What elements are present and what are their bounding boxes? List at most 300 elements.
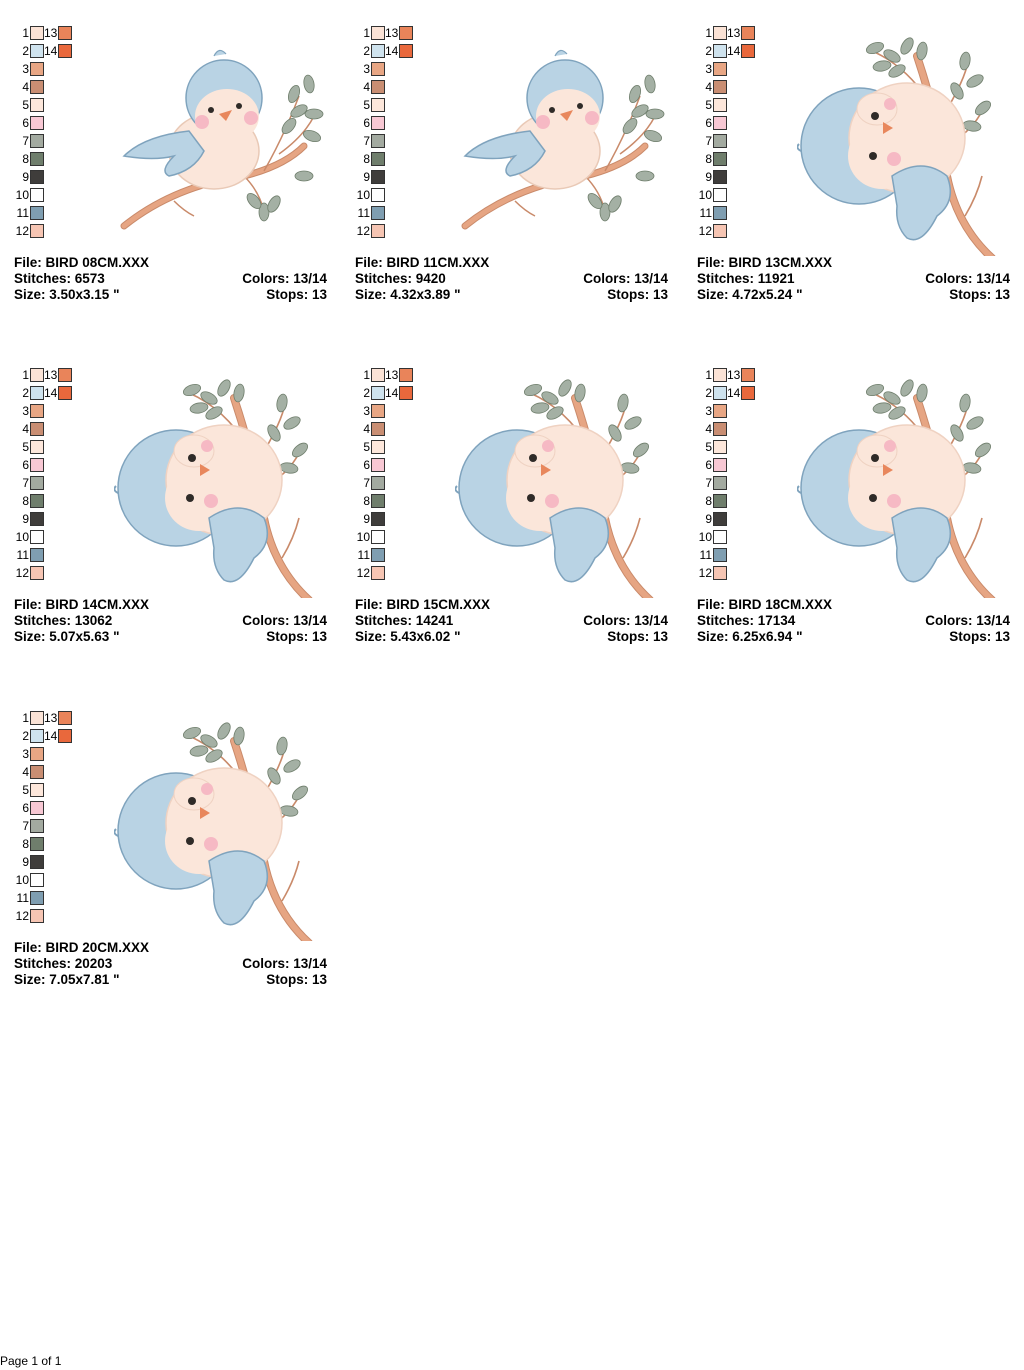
thread-swatch	[30, 62, 44, 76]
thread-swatch	[58, 44, 72, 58]
thread-number: 8	[705, 152, 712, 166]
palette-row	[14, 783, 74, 801]
bird-cheek	[887, 494, 901, 508]
thread-number: 8	[22, 837, 29, 851]
palette-row	[355, 206, 415, 224]
stitch-count: Stitches: 13062	[14, 613, 113, 628]
leaf-shape	[286, 84, 302, 104]
thread-swatch	[713, 458, 727, 472]
thread-number: 1	[363, 368, 370, 382]
thread-number: 11	[357, 206, 370, 220]
thread-swatch	[30, 512, 44, 526]
thread-number: 14	[44, 386, 58, 400]
thread-number: 2	[22, 729, 29, 743]
palette-row	[355, 368, 415, 386]
thread-number: 14	[727, 44, 741, 58]
thread-number: 1	[22, 26, 29, 40]
palette-row	[697, 440, 757, 458]
bird-cheek	[536, 115, 550, 129]
thread-number: 9	[363, 512, 370, 526]
design-info	[355, 255, 668, 303]
thread-swatch	[371, 80, 385, 94]
thread-swatch	[58, 711, 72, 725]
thread-number: 2	[22, 386, 29, 400]
thread-number: 6	[363, 116, 370, 130]
leaf-shape	[627, 84, 643, 104]
thread-swatch	[371, 206, 385, 220]
color-count: Colors: 13/14	[583, 271, 668, 286]
thread-swatch	[371, 476, 385, 490]
thread-number: 11	[16, 548, 29, 562]
design-info	[697, 255, 1010, 303]
thread-number: 12	[698, 566, 712, 580]
thread-swatch	[713, 206, 727, 220]
leaf-shape	[617, 393, 630, 412]
leaf-shape	[631, 440, 651, 459]
thread-number: 5	[22, 783, 29, 797]
palette-row	[697, 206, 757, 224]
thread-swatch	[30, 729, 44, 743]
thread-number: 13	[44, 711, 58, 725]
leaf-shape	[606, 423, 624, 444]
file-name: File: BIRD 18CM.XXX	[697, 597, 833, 612]
thread-number: 4	[22, 80, 29, 94]
thread-number: 6	[22, 801, 29, 815]
thread-swatch	[30, 440, 44, 454]
design-info	[355, 597, 668, 645]
stop-count: Stops: 13	[607, 629, 668, 644]
thread-swatch	[371, 368, 385, 382]
thread-number: 10	[15, 873, 29, 887]
bird-eye	[529, 454, 537, 462]
leaf-shape	[973, 98, 993, 117]
thread-swatch	[30, 116, 44, 130]
bird-group	[797, 83, 965, 240]
bird-cheek	[542, 440, 554, 452]
palette-row	[697, 368, 757, 386]
bird-wing	[892, 508, 950, 582]
leaf-shape	[215, 378, 233, 399]
thread-number: 2	[363, 44, 370, 58]
leaf-shape	[959, 51, 972, 70]
palette-row	[355, 440, 415, 458]
thread-swatch	[30, 188, 44, 202]
design-size: Size: 6.25x6.94 "	[697, 629, 803, 644]
leaf-shape	[948, 423, 966, 444]
leaf-shape	[279, 116, 298, 136]
thread-swatch	[713, 170, 727, 184]
palette-row	[355, 44, 415, 62]
thread-number: 1	[363, 26, 370, 40]
palette-row	[355, 494, 415, 512]
palette-row	[697, 62, 757, 80]
thread-swatch	[30, 152, 44, 166]
design-card	[697, 368, 1011, 668]
leaf-shape	[872, 60, 891, 73]
thread-swatch	[713, 98, 727, 112]
thread-swatch	[371, 98, 385, 112]
palette-row	[14, 152, 74, 170]
bird-cheek	[201, 783, 213, 795]
thread-number: 9	[22, 512, 29, 526]
thread-number: 5	[363, 98, 370, 112]
thread-swatch	[399, 386, 413, 400]
thread-swatch	[58, 26, 72, 40]
palette-row	[355, 170, 415, 188]
stitch-count: Stitches: 14241	[355, 613, 454, 628]
leaf-shape	[182, 725, 202, 741]
bird-embroidery-image	[455, 368, 669, 598]
palette-row	[14, 909, 74, 927]
thread-swatch	[30, 494, 44, 508]
palette-row	[355, 386, 415, 404]
thread-swatch	[30, 476, 44, 490]
bird-eye	[208, 107, 214, 113]
leaf-shape	[282, 414, 303, 432]
thread-swatch	[713, 224, 727, 238]
thread-swatch	[741, 44, 755, 58]
palette-row	[697, 476, 757, 494]
leaf-shape	[623, 414, 644, 432]
palette-row	[14, 530, 74, 548]
thread-swatch	[30, 873, 44, 887]
leaf-shape	[189, 402, 208, 415]
bird-cheek	[884, 98, 896, 110]
thread-number: 5	[22, 440, 29, 454]
thread-number: 13	[385, 368, 399, 382]
thread-swatch	[713, 26, 727, 40]
thread-swatch	[371, 116, 385, 130]
bird-eye	[549, 107, 555, 113]
thread-swatch	[371, 566, 385, 580]
bird-group	[114, 768, 282, 925]
thread-swatch	[399, 44, 413, 58]
stop-count: Stops: 13	[266, 287, 327, 302]
bird-wing	[892, 166, 950, 240]
bird-eye	[577, 103, 583, 109]
thread-swatch	[713, 62, 727, 76]
design-size: Size: 5.43x6.02 "	[355, 629, 461, 644]
thread-number: 10	[698, 530, 712, 544]
leaf-shape	[872, 402, 891, 415]
thread-number: 2	[705, 386, 712, 400]
thread-number: 11	[16, 206, 29, 220]
leaf-shape	[215, 721, 233, 742]
design-info	[14, 940, 327, 988]
design-info	[14, 255, 327, 303]
color-count: Colors: 13/14	[925, 613, 1010, 628]
palette-row	[355, 80, 415, 98]
bird-cheek	[244, 111, 258, 125]
palette-row	[14, 368, 74, 386]
thread-number: 14	[727, 386, 741, 400]
thread-swatch	[58, 729, 72, 743]
leaf-shape	[644, 74, 657, 93]
bird-cheek	[884, 440, 896, 452]
thread-swatch	[30, 855, 44, 869]
thread-swatch	[30, 224, 44, 238]
thread-swatch	[371, 188, 385, 202]
palette-row	[14, 891, 74, 909]
bird-cheek	[585, 111, 599, 125]
thread-swatch	[713, 80, 727, 94]
palette-row	[14, 188, 74, 206]
palette-row	[697, 548, 757, 566]
bird-eye	[871, 454, 879, 462]
palette-row	[355, 188, 415, 206]
thread-swatch	[30, 801, 44, 815]
thread-number: 12	[15, 909, 29, 923]
bird-cheek	[545, 494, 559, 508]
design-size: Size: 4.72x5.24 "	[697, 287, 803, 302]
palette-row	[355, 476, 415, 494]
thread-number: 3	[363, 62, 370, 76]
thread-swatch	[30, 548, 44, 562]
palette-row	[697, 530, 757, 548]
thread-number: 4	[22, 422, 29, 436]
palette-row	[697, 26, 757, 44]
palette-row	[697, 422, 757, 440]
leaf-shape	[965, 72, 986, 90]
palette-row	[14, 458, 74, 476]
leaf-shape	[189, 745, 208, 758]
color-count: Colors: 13/14	[242, 271, 327, 286]
file-name: File: BIRD 14CM.XXX	[14, 597, 150, 612]
thread-number: 6	[705, 116, 712, 130]
thread-number: 1	[705, 368, 712, 382]
thread-number: 9	[705, 512, 712, 526]
thread-number: 7	[705, 134, 712, 148]
leaf-shape	[265, 423, 283, 444]
stop-count: Stops: 13	[607, 287, 668, 302]
design-card	[355, 368, 669, 668]
thread-swatch	[713, 368, 727, 382]
bird-eye	[869, 152, 877, 160]
thread-swatch	[371, 386, 385, 400]
palette-row	[697, 458, 757, 476]
design-card	[14, 711, 328, 1011]
bird-embroidery-image	[797, 26, 1011, 256]
thread-number: 6	[22, 458, 29, 472]
thread-swatch	[371, 44, 385, 58]
thread-number: 10	[698, 188, 712, 202]
thread-swatch	[713, 548, 727, 562]
palette-row	[697, 512, 757, 530]
thread-number: 14	[44, 729, 58, 743]
design-size: Size: 3.50x3.15 "	[14, 287, 120, 302]
thread-number: 10	[356, 188, 370, 202]
thread-number: 8	[22, 152, 29, 166]
thread-swatch	[741, 386, 755, 400]
thread-number: 6	[363, 458, 370, 472]
thread-number: 3	[363, 404, 370, 418]
palette-row	[697, 494, 757, 512]
thread-swatch	[30, 26, 44, 40]
thread-number: 6	[705, 458, 712, 472]
thread-swatch	[58, 386, 72, 400]
thread-number: 13	[385, 26, 399, 40]
thread-number: 13	[44, 368, 58, 382]
bird-group	[797, 425, 965, 582]
thread-number: 13	[727, 368, 741, 382]
thread-swatch	[30, 206, 44, 220]
file-name: File: BIRD 20CM.XXX	[14, 940, 150, 955]
leaf-shape	[898, 36, 916, 57]
thread-number: 5	[705, 98, 712, 112]
leaf-shape	[295, 171, 313, 181]
bird-group	[455, 425, 623, 582]
thread-number: 3	[22, 62, 29, 76]
thread-number: 1	[705, 26, 712, 40]
design-size: Size: 4.32x3.89 "	[355, 287, 461, 302]
thread-number: 2	[705, 44, 712, 58]
leaf-shape	[898, 378, 916, 399]
bird-eye	[527, 494, 535, 502]
thread-number: 10	[356, 530, 370, 544]
thread-swatch	[30, 711, 44, 725]
palette-row	[14, 116, 74, 134]
thread-swatch	[30, 765, 44, 779]
file-name: File: BIRD 15CM.XXX	[355, 597, 491, 612]
thread-swatch	[713, 476, 727, 490]
palette-row	[14, 837, 74, 855]
palette-row	[14, 819, 74, 837]
thread-swatch	[713, 386, 727, 400]
palette-row	[14, 26, 74, 44]
palette-row	[14, 170, 74, 188]
thread-swatch	[371, 170, 385, 184]
palette-row	[14, 512, 74, 530]
palette-row	[355, 26, 415, 44]
thread-swatch	[713, 440, 727, 454]
thread-swatch	[399, 368, 413, 382]
leaf-shape	[290, 783, 310, 802]
thread-swatch	[713, 188, 727, 202]
thread-swatch	[58, 368, 72, 382]
bird-wing	[550, 508, 608, 582]
thread-number: 11	[16, 891, 29, 905]
thread-number: 1	[22, 368, 29, 382]
thread-number: 12	[698, 224, 712, 238]
thread-swatch	[371, 548, 385, 562]
leaf-shape	[290, 440, 310, 459]
file-name: File: BIRD 11CM.XXX	[355, 255, 490, 270]
thread-number: 7	[705, 476, 712, 490]
palette-row	[14, 224, 74, 242]
leaf-shape	[636, 171, 654, 181]
thread-number: 7	[22, 476, 29, 490]
bird-eye	[871, 112, 879, 120]
thread-swatch	[30, 909, 44, 923]
thread-number: 9	[22, 855, 29, 869]
stitch-count: Stitches: 6573	[14, 271, 105, 286]
bird-group	[124, 50, 262, 189]
stitch-count: Stitches: 17134	[697, 613, 796, 628]
design-card	[14, 26, 328, 326]
leaf-shape	[303, 74, 316, 93]
bird-group	[114, 425, 282, 582]
palette-row	[14, 729, 74, 747]
thread-swatch	[741, 368, 755, 382]
thread-swatch	[713, 566, 727, 580]
thread-swatch	[30, 837, 44, 851]
palette-row	[355, 530, 415, 548]
design-size: Size: 7.05x7.81 "	[14, 972, 120, 987]
palette-row	[697, 44, 757, 62]
bird-cheek	[204, 494, 218, 508]
leaf-shape	[276, 736, 289, 755]
file-name: File: BIRD 08CM.XXX	[14, 255, 150, 270]
palette-row	[697, 134, 757, 152]
thread-swatch	[30, 80, 44, 94]
thread-swatch	[371, 494, 385, 508]
bird-embroidery-image	[114, 26, 328, 256]
bird-cheek	[201, 440, 213, 452]
thread-number: 7	[363, 134, 370, 148]
thread-swatch	[30, 891, 44, 905]
thread-number: 11	[699, 548, 712, 562]
thread-swatch	[713, 44, 727, 58]
bird-eye	[188, 797, 196, 805]
palette-row	[14, 548, 74, 566]
stop-count: Stops: 13	[266, 629, 327, 644]
thread-number: 9	[705, 170, 712, 184]
leaf-shape	[973, 440, 993, 459]
page-footer: Page 1 of 1	[0, 1354, 62, 1368]
design-info	[14, 597, 327, 645]
palette-row	[14, 440, 74, 458]
thread-number: 4	[22, 765, 29, 779]
design-info	[697, 597, 1010, 645]
thread-number: 3	[22, 404, 29, 418]
palette-row	[14, 134, 74, 152]
bird-embroidery-image	[455, 26, 669, 256]
thread-swatch	[30, 404, 44, 418]
design-card	[697, 26, 1011, 326]
palette-row	[14, 62, 74, 80]
thread-number: 3	[705, 62, 712, 76]
thread-swatch	[371, 512, 385, 526]
thread-swatch	[713, 134, 727, 148]
thread-number: 12	[15, 224, 29, 238]
palette-row	[355, 116, 415, 134]
thread-swatch	[713, 494, 727, 508]
bird-eye	[869, 494, 877, 502]
palette-row	[14, 855, 74, 873]
thread-number: 7	[22, 134, 29, 148]
palette-row	[14, 44, 74, 62]
stop-count: Stops: 13	[266, 972, 327, 987]
leaf-shape	[948, 81, 966, 102]
thread-number: 4	[363, 80, 370, 94]
palette-row	[355, 224, 415, 242]
thread-number: 7	[363, 476, 370, 490]
palette-row	[14, 422, 74, 440]
palette-row	[697, 188, 757, 206]
palette-row	[355, 62, 415, 80]
stitch-count: Stitches: 20203	[14, 956, 113, 971]
palette-row	[697, 80, 757, 98]
thread-number: 14	[385, 44, 399, 58]
thread-number: 12	[15, 566, 29, 580]
thread-swatch	[741, 26, 755, 40]
thread-swatch	[30, 422, 44, 436]
palette-row	[355, 152, 415, 170]
design-size: Size: 5.07x5.63 "	[14, 629, 120, 644]
leaf-shape	[182, 382, 202, 398]
palette-row	[697, 386, 757, 404]
palette-row	[355, 404, 415, 422]
